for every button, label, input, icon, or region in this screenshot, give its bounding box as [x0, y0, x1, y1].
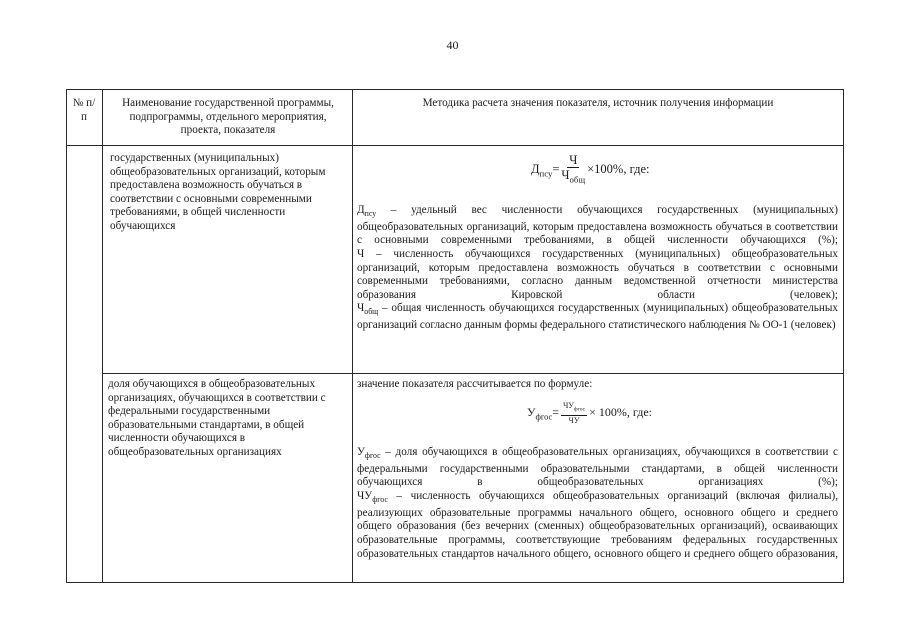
row-divider [102, 373, 844, 374]
formula-numerator: $ЧУ_{фгос}$ [561, 401, 587, 416]
formula-lhs: $Д_{псу}$ [531, 161, 553, 178]
row2-definitions [357, 446, 838, 561]
formula-fraction [561, 401, 587, 425]
row1-definitions [357, 204, 838, 333]
header-col-method: Методика расчета значения показателя, источник получения информации [422, 97, 774, 109]
header-col-number: № п/п [72, 97, 96, 123]
row2-intro: значение показателя рассчитывается по формуле: [357, 378, 593, 390]
column-divider-1 [102, 89, 103, 583]
formula-tail: ×100%, где: [587, 162, 650, 177]
row1-formula [531, 153, 649, 187]
header-bottom-border [66, 145, 844, 146]
formula-denominator: $Ч_{общ}$ [561, 168, 586, 185]
row2-definition: $У_{фгос}$ – доля обучающихся в общеобразовательных организациях, обучающихся в соответствии с федеральными государственными образовательными стандартами, в общей численности обучающихся в общеобразовательных организациях (%); [357, 446, 838, 489]
formula-numerator: Ч [569, 153, 578, 167]
row2-definition: $ЧУ_{фгос}$ – численность обучающихся общеобразовательных организаций (включая филиалы), реализующих образовательные программы начального общего, основного общего и среднего общего образования (без вечерних (сменных) общеобразовательных организаций), осваивающих образовательные программы, соответствующие требованиям федеральных государственных образовательных стандартов начального общего, основного общего и среднего общего образования, [357, 490, 838, 560]
row2-indicator-name: доля обучающихся в общеобразовательных организациях, обучающихся в соответствии с федеральными государственными образовательными стандартами, в общей численности обучающихся в общеобразовательных организациях [108, 378, 326, 458]
formula-lhs: $У_{фгос}$ [527, 404, 553, 421]
row1-definition: $Ч_{общ}$ – общая численность обучающихся государственных (муниципальных) общеобразовательных организаций согласно данным формы федерального статистического наблюдения № ОО-1 (человек) [357, 302, 838, 332]
page-number: 40 [446, 38, 459, 52]
row1-indicator-name: государственных (муниципальных) общеобразовательных организаций, которым предоставлена возможность обучаться в соответствии с основными современными требованиями, в общей численности обучающихся [110, 152, 326, 232]
table-right-border [843, 89, 844, 583]
header-col-name: Наименование государственной программы, подпрограммы, отдельного мероприятия, проекта, показателя [122, 97, 334, 137]
formula-tail: × 100%, где: [589, 405, 652, 420]
row1-definition: Ч – численность обучающихся государственных (муниципальных) общеобразовательных организаций, которым предоставлена возможность обучаться в соответствии с основными современными требованиями, согласно данным ведомственной отчетности министерства образования Кировской области (человек); [357, 248, 838, 301]
table-left-border [66, 89, 67, 583]
table-bottom-border [66, 582, 844, 583]
table-top-border [66, 89, 844, 90]
formula-eq: = [552, 405, 560, 420]
row2-formula [527, 401, 652, 425]
row1-definition: $Д_{псу}$ – удельный вес численности обучающихся государственных (муниципальных) общеобразовательных организаций, которым предоставлена возможность обучаться в соответствии с основными современными требованиями, в общей численности обучающихся (%); [357, 204, 838, 247]
formula-denominator: ЧУ [568, 415, 580, 425]
formula-fraction [561, 153, 585, 187]
column-divider-2 [352, 89, 353, 583]
formula-eq: = [552, 162, 560, 177]
